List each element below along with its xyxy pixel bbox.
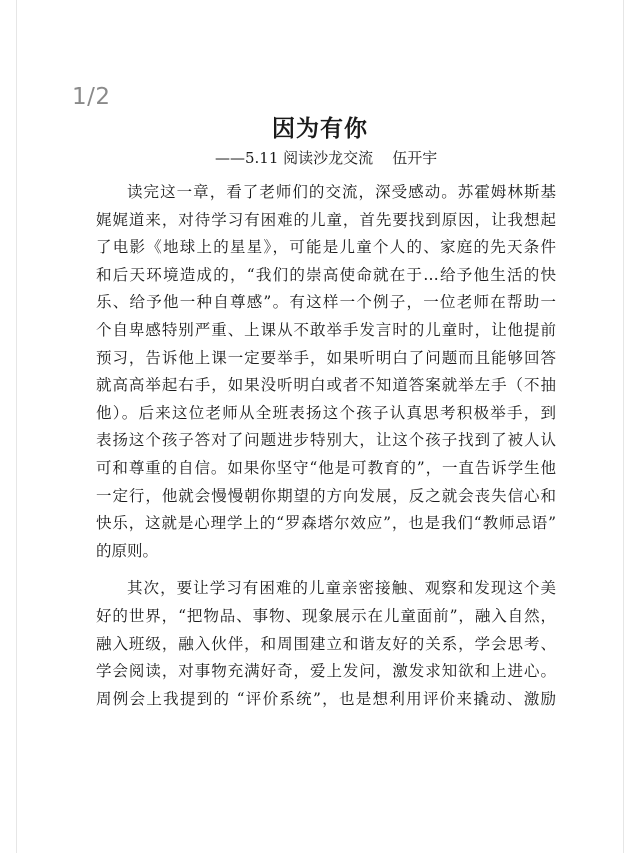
text-line: 和后天环境造成的，“我们的崇高使命就在于…给予他生活的快 bbox=[96, 265, 556, 284]
text-line: 其次，要让学习有困难的儿童亲密接触、观察和发现这个美 bbox=[127, 579, 556, 598]
text-line: 就高高举起右手，如果没听明白或者不知道答案就举左手（不抽 bbox=[96, 376, 556, 395]
text-line: 快乐，这就是心理学上的“罗森塔尔效应”，也是我们“教师忌语” bbox=[96, 514, 556, 533]
document-title: 因为有你 bbox=[272, 115, 368, 142]
text-line: 他）。后来这位老师从全班表扬这个孩子认真思考积极举手，到 bbox=[96, 403, 556, 422]
text-line: 融入班级，融入伙伴，和周围建立和谐友好的关系，学会思考、 bbox=[96, 634, 556, 653]
paragraph-2 bbox=[96, 575, 556, 713]
text-line: 周例会上我提到的 “评价系统”，也是想利用评价来撬动、激励 bbox=[96, 689, 556, 708]
document-subtitle: ——5.11 阅读沙龙交流 伍开宇 bbox=[215, 149, 438, 167]
text-line: 的原则。 bbox=[96, 541, 159, 560]
text-line: 好的世界，“把物品、事物、现象展示在儿童面前”，融入自然， bbox=[96, 606, 556, 625]
text-line: 可和尊重的自信。如果你坚守“他是可教育的”，一直告诉学生他 bbox=[96, 458, 556, 477]
text-line: 了电影《地球上的星星》，可能是儿童个人的、家庭的先天条件 bbox=[96, 238, 556, 257]
paragraph-gap bbox=[96, 565, 556, 575]
page-indicator: 1/2 bbox=[72, 84, 111, 110]
paragraph-1 bbox=[96, 179, 556, 565]
text-line: 一定行，他就会慢慢朝你期望的方向发展，反之就会丧失信心和 bbox=[96, 486, 556, 505]
text-line: 表扬这个孩子答对了问题进步特别大，让这个孩子找到了被人认 bbox=[96, 431, 556, 450]
document-body bbox=[96, 179, 556, 713]
text-line: 个自卑感特别严重、上课从不敢举手发言时的儿童时，让他提前 bbox=[96, 320, 556, 339]
text-line: 学会阅读，对事物充满好奇，爱上发问，激发求知欲和上进心。 bbox=[96, 662, 556, 681]
text-line: 预习，告诉他上课一定要举手，如果听明白了问题而且能够回答 bbox=[96, 348, 556, 367]
text-line: 读完这一章，看了老师们的交流，深受感动。苏霍姆林斯基 bbox=[127, 183, 556, 201]
text-line: 乐、给予他一种自尊感”。有这样一个例子，一位老师在帮助一 bbox=[96, 293, 556, 312]
text-line: 娓娓道来，对待学习有困难的儿童，首先要找到原因，让我想起 bbox=[96, 210, 556, 229]
